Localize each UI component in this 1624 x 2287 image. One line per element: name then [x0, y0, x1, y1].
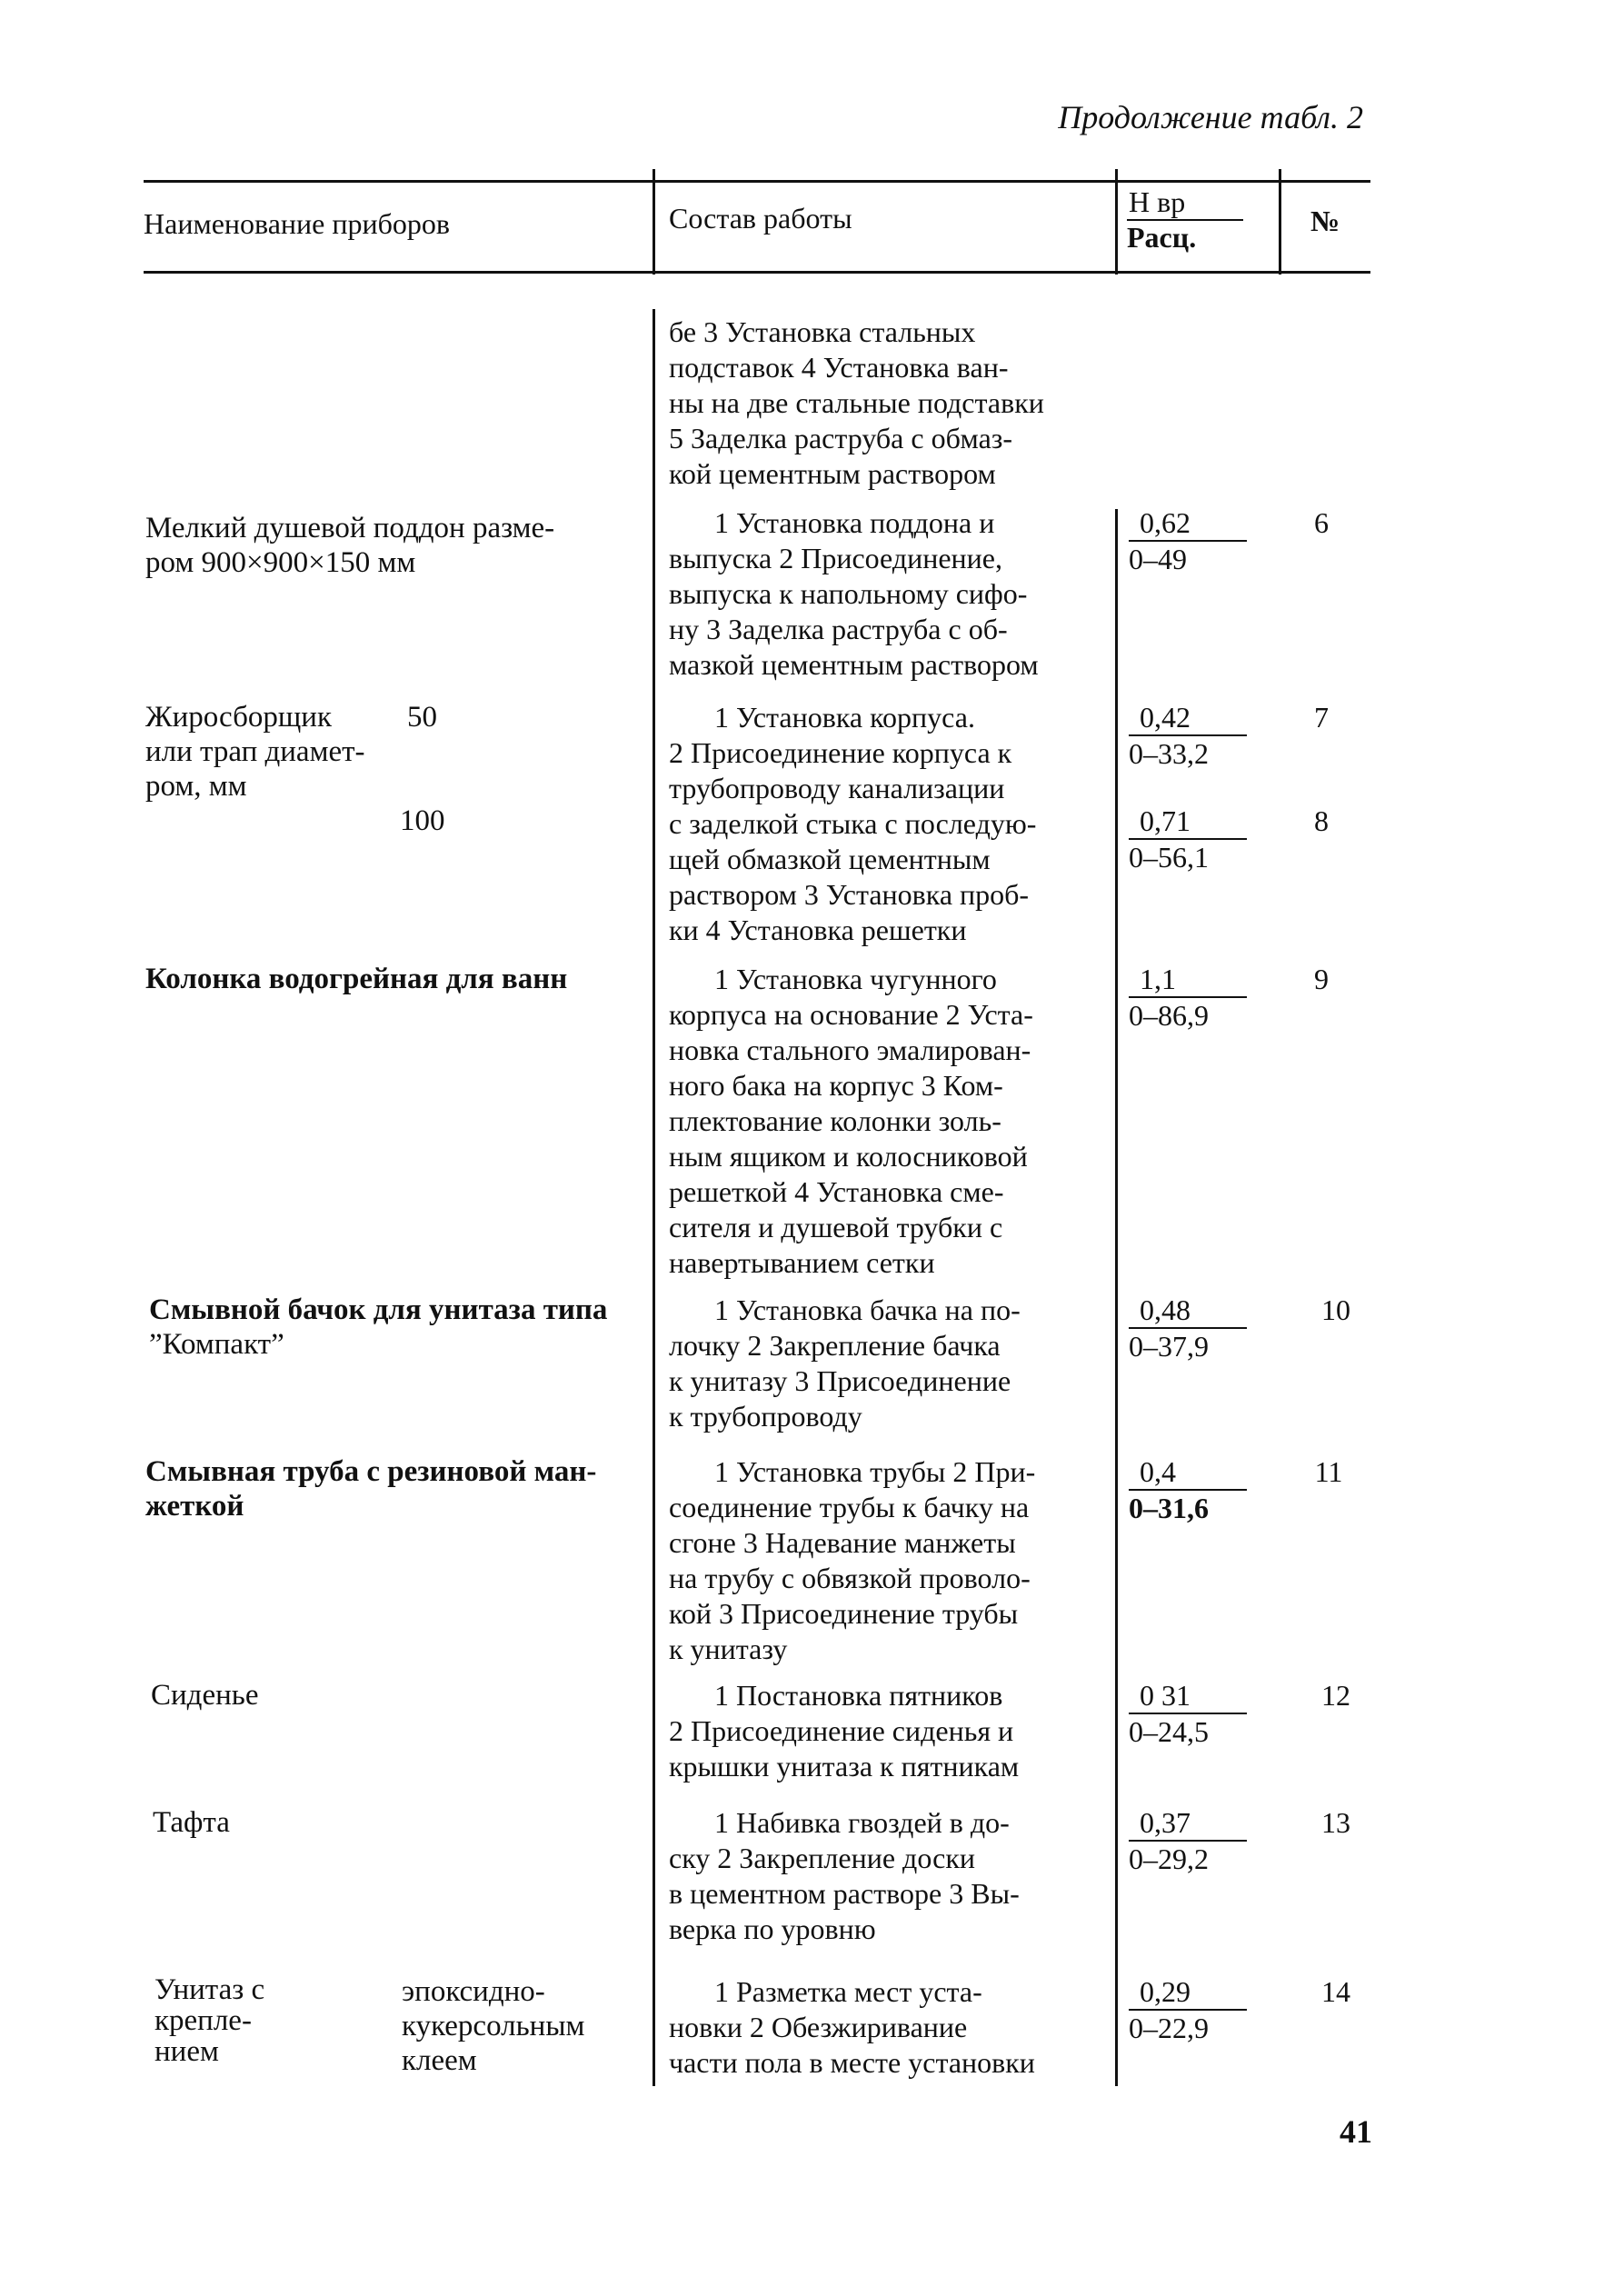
work-line: плектование колонки золь-	[669, 1104, 1001, 1137]
norm-rate: 0–56,1	[1129, 841, 1209, 874]
work-line: 1 Установка бачка на по-	[714, 1293, 1021, 1326]
row-norm	[1129, 1454, 1247, 1525]
carryover-line: ны на две стальные подставки	[669, 386, 1044, 419]
size-50: 50	[407, 701, 437, 734]
work-line: 1 Установка чугунного	[714, 963, 997, 995]
work-line: ску 2 Закрепление доски	[669, 1842, 975, 1874]
column-header-number: №	[1310, 205, 1340, 237]
row-name	[154, 1974, 264, 2067]
row-number: 7	[1314, 701, 1329, 734]
row-norm	[1129, 1293, 1247, 1363]
work-line: новка стального эмалирован-	[669, 1034, 1031, 1066]
work-line: сгоне 3 Надевание манжеты	[669, 1526, 1016, 1559]
name-line: жеткой	[145, 1490, 244, 1523]
table-continuation-label: Продолжение табл. 2	[1058, 99, 1363, 135]
work-line: выпуска 2 Присоединение,	[669, 542, 1002, 574]
header-separator-3	[1279, 169, 1281, 275]
name-line: Жиросборщик	[145, 701, 332, 734]
carryover-line: кой цементным раствором	[669, 457, 996, 490]
row-norm	[1129, 700, 1247, 771]
norm-rate: 0–22,9	[1129, 2012, 1209, 2044]
work-line: к унитазу 3 Присоединение	[669, 1364, 1011, 1397]
row-name-right	[402, 1974, 584, 2078]
work-line: 1 Установка корпуса.	[714, 701, 975, 734]
work-line: мазкой цементным раствором	[669, 648, 1039, 681]
work-line: 1 Постановка пятников	[714, 1679, 1003, 1712]
norm-rate: 0–49	[1129, 543, 1187, 575]
row-name	[145, 962, 567, 996]
name-line: Мелкий душевой поддон разме-	[145, 512, 555, 544]
row-number: 6	[1314, 506, 1329, 539]
row-norm	[1129, 962, 1247, 1033]
work-line: раствором 3 Установка проб-	[669, 878, 1030, 911]
work-line: ну 3 Заделка раструба с об-	[669, 613, 1008, 645]
name-line: или трап диамет-	[145, 735, 365, 768]
work-line: крышки унитаза к пятникам	[669, 1750, 1020, 1783]
work-line: на трубу с обвязкой проволо-	[669, 1562, 1031, 1594]
row-number: 8	[1314, 804, 1329, 837]
work-line: трубопроводу канализации	[669, 772, 1005, 804]
row-name	[149, 1293, 607, 1362]
header-separator-2	[1115, 169, 1118, 275]
name-line: ром, мм	[145, 770, 247, 803]
work-line: к трубопроводу	[669, 1400, 862, 1433]
row-work	[669, 962, 1123, 1281]
row-norm	[1129, 505, 1247, 576]
work-line: сителя и душевой трубки с	[669, 1211, 1003, 1243]
norm-time: 0,37	[1129, 1805, 1247, 1842]
row-number: 14	[1321, 1975, 1350, 2008]
name-line: Тафта	[153, 1806, 230, 1839]
name-line: Смывная труба с резиновой ман-	[145, 1455, 597, 1488]
work-line: корпуса на основание 2 Уста-	[669, 998, 1033, 1031]
carryover-work	[669, 315, 1123, 492]
name-line: нием	[154, 2035, 219, 2068]
name-line: Сиденье	[151, 1679, 259, 1712]
name-line: Смывной бачок для унитаза типа	[149, 1293, 608, 1326]
row-number: 12	[1321, 1679, 1350, 1712]
work-line: к унитазу	[669, 1633, 788, 1665]
work-line: в цементном растворе 3 Вы-	[669, 1877, 1020, 1910]
header-separator-1	[653, 169, 655, 275]
norm-time: 0,29	[1129, 1974, 1247, 2011]
norm-rate: 0–29,2	[1129, 1843, 1209, 1875]
work-line: 1 Установка трубы 2 При-	[714, 1455, 1036, 1488]
work-line: решеткой 4 Установка сме-	[669, 1175, 1004, 1208]
name-line: Колонка водогрейная для ванн	[145, 963, 568, 995]
column-header-norm-top: Н вр	[1127, 185, 1243, 221]
work-column-rule	[653, 309, 655, 2086]
norm-time: 0,62	[1129, 505, 1247, 542]
work-line: верка по уровню	[669, 1912, 876, 1945]
work-line: 1 Разметка мест уста-	[714, 1975, 982, 2008]
row-norm	[1129, 804, 1247, 874]
row-name	[153, 1805, 230, 1840]
row-name	[151, 1678, 258, 1713]
row-name	[145, 700, 365, 804]
name-line: ром 900×900×150 мм	[145, 546, 416, 579]
norm-rate: 0–33,2	[1129, 737, 1209, 770]
row-work	[669, 505, 1123, 683]
work-line: соединение трубы к бачку на	[669, 1491, 1030, 1523]
name-line: кукерсольным	[402, 2010, 585, 2042]
norm-rate: 0–37,9	[1129, 1330, 1209, 1363]
carryover-line: бе 3 Установка стальных	[669, 315, 976, 348]
name-line: ”Компакт”	[149, 1328, 284, 1361]
row-work	[669, 1678, 1123, 1784]
work-line: лочку 2 Закрепление бачка	[669, 1329, 1001, 1362]
row-norm	[1129, 1678, 1247, 1749]
row-work	[669, 700, 1123, 948]
row-name	[145, 511, 554, 580]
work-line: ным ящиком и колосниковой	[669, 1140, 1028, 1173]
row-number: 11	[1314, 1455, 1343, 1488]
work-line: щей обмазкой цементным	[669, 843, 991, 875]
work-line: 1 Набивка гвоздей в до-	[714, 1806, 1010, 1839]
row-work	[669, 1293, 1123, 1434]
name-line: клеем	[402, 2044, 477, 2077]
norm-time: 0,42	[1129, 700, 1247, 736]
work-line: 1 Установка поддона и	[714, 506, 995, 539]
work-line: выпуска к напольному сифо-	[669, 577, 1028, 610]
table-header-rule	[144, 271, 1370, 274]
work-line: навертыванием сетки	[669, 1246, 935, 1279]
page-number: 41	[1340, 2113, 1372, 2150]
work-line: ки 4 Установка решетки	[669, 914, 967, 946]
norm-rate: 0–24,5	[1129, 1715, 1209, 1748]
row-number: 9	[1314, 963, 1329, 995]
norm-rate: 0–86,9	[1129, 999, 1209, 1032]
work-line: части пола в месте установки	[669, 2046, 1035, 2079]
norm-rate: 0–31,6	[1129, 1492, 1209, 1524]
size-100: 100	[400, 804, 445, 837]
row-work	[669, 1805, 1123, 1947]
name-line: Унитаз с	[154, 1973, 265, 2006]
column-header-norm-bottom: Расц.	[1127, 221, 1197, 254]
work-line: 2 Присоединение сиденья и	[669, 1714, 1014, 1747]
row-norm	[1129, 1805, 1247, 1876]
column-header-name: Наименование приборов	[144, 207, 450, 240]
name-line: крепле-	[154, 2004, 252, 2037]
row-name	[145, 1454, 596, 1523]
column-header-norm	[1127, 185, 1243, 255]
norm-time: 0,48	[1129, 1293, 1247, 1329]
carryover-line: 5 Заделка раструба с обмаз-	[669, 422, 1013, 454]
norm-time: 1,1	[1129, 962, 1247, 998]
row-number: 13	[1321, 1806, 1350, 1839]
row-work	[669, 1974, 1123, 2081]
row-number: 10	[1321, 1293, 1350, 1326]
work-line: с заделкой стыка с последую-	[669, 807, 1037, 840]
norm-time: 0,4	[1129, 1454, 1247, 1491]
work-line: новки 2 Обезжиривание	[669, 2011, 968, 2043]
row-work	[669, 1454, 1123, 1667]
work-line: ного бака на корпус 3 Ком-	[669, 1069, 1003, 1102]
name-line: эпоксидно-	[402, 1975, 545, 2008]
table-top-rule	[144, 180, 1370, 183]
norm-time: 0 31	[1129, 1678, 1247, 1714]
row-norm	[1129, 1974, 1247, 2045]
work-line: кой 3 Присоединение трубы	[669, 1597, 1019, 1630]
carryover-line: подставок 4 Установка ван-	[669, 351, 1009, 384]
column-header-work: Состав работы	[669, 202, 852, 235]
norm-time: 0,71	[1129, 804, 1247, 840]
work-line: 2 Присоединение корпуса к	[669, 736, 1012, 769]
